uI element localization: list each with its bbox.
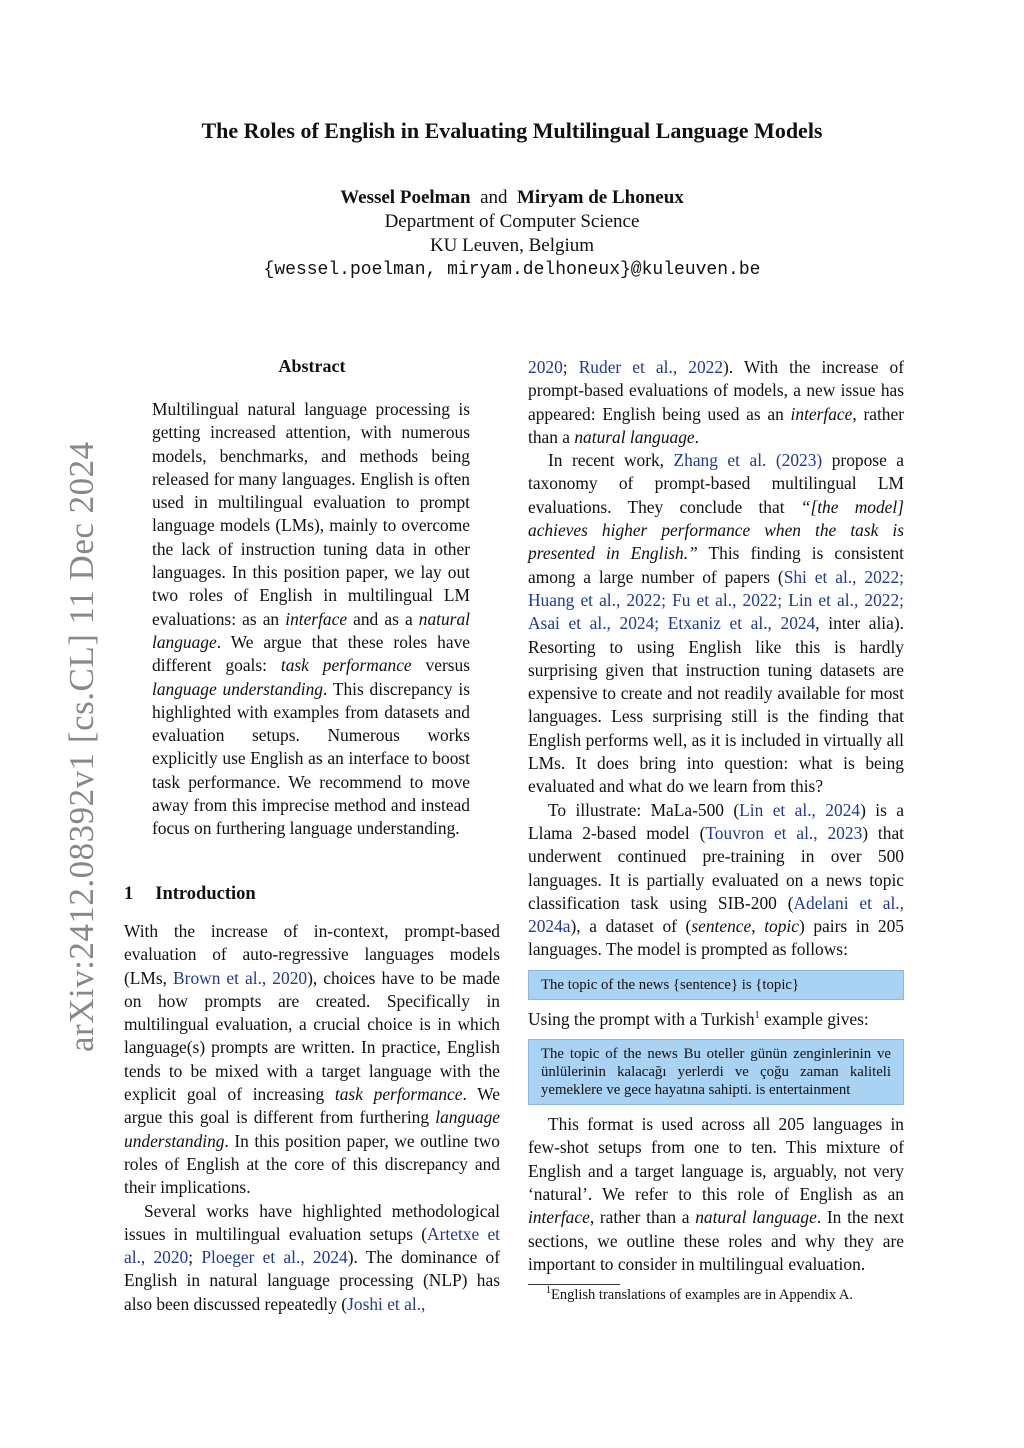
citation-link[interactable]: Adelani et al., 2024a — [528, 892, 905, 937]
citation-link[interactable]: Brown et al., 2020 — [173, 967, 308, 988]
footnote-text: English translations of examples are in Appendix A. — [551, 1287, 854, 1304]
intro-left-column — [124, 920, 500, 1316]
author-name: Wessel Poelman — [340, 187, 471, 208]
section-heading — [124, 884, 278, 905]
intro-paragraph: With the increase of in-context, prompt-based evaluation of auto-regressive languages models (LMs, Brown et al., 2020), choices have to be made on how prompts are created. Specifically in multilingual evaluation, a crucial choice is in which language(s) prompts are written. In practice, English tends to be mixed with a target language with the explicit goal of increasing task performance. We argue this goal is different from furthering language understanding. In this position paper, we outline two roles of English at the core of this discrepancy and their implications. — [124, 921, 501, 1198]
author-email: {wessel.poelman, miryam.delhoneux}@kuleuven.be — [263, 260, 761, 280]
paper-title: The Roles of English in Evaluating Multilingual Language Models — [201, 118, 823, 143]
turkish-example-box: The topic of the news Bu oteller günün zenginlerinin ve ünlülerinin kalacağı yerlerdi ve çoğu zaman kaliteli yemeklere ve gece hayatına sahipti. is entertainment — [528, 1039, 904, 1105]
author-name: Miryam de Lhoneux — [517, 187, 684, 208]
citation-link[interactable]: Ploeger et al., 2024 — [201, 1247, 348, 1268]
abstract-text: Multilingual natural language processing is getting increased attention, with numerous models, benchmarks, and methods being released for many languages. English is often used in multilingual evaluation to prompt language models (LMs), mainly to overcome the lack of instruction tuning data in other languages. In this position paper, we lay out two roles of English in multilingual LM evaluations: as an interface and as a natural language. We argue that these roles have different goals: task performance versus language understanding. This discrepancy is highlighted with examples from datasets and evaluation setups. Numerous works explicitly use English as an interface to boost task performance. We recommend to move away from this imprecise method and instead focus on furthering language understanding. — [152, 399, 470, 839]
intro-paragraph: Using the prompt with a Turkish$^1$ example gives: — [528, 1008, 869, 1029]
author-conjunction: and — [480, 187, 508, 208]
section-number: 1 — [124, 884, 134, 904]
intro-paragraph: This format is used across all 205 languages in few-shot setups from one to ten. This mixture of English and a target language is, arguably, not very ‘natural’. We refer to this role of English as an interface, rather than a natural language. In the next sections, we outline these roles and why they are important to consider in multilingual evaluation. — [528, 1114, 904, 1274]
citation-link[interactable]: Touvron et al., 2023 — [705, 822, 863, 843]
author-department: Department of Computer Science — [384, 211, 640, 232]
citation-link[interactable]: 2020 — [528, 357, 563, 377]
citation-link[interactable]: Lin et al., 2024 — [739, 799, 861, 820]
arxiv-identifier: arXiv:2412.08392v1 [cs.CL] 11 Dec 2024 — [62, 441, 101, 1052]
section-title: Introduction — [155, 884, 256, 904]
footnote: $^1$English translations of examples are in Appendix A. — [546, 1285, 854, 1304]
prompt-template-box: The topic of the news {sentence} is {topic} — [528, 970, 904, 1000]
citation-link[interactable]: Ruder et al., 2022 — [578, 357, 724, 377]
intro-paragraph: 2020; Ruder et al., 2022). With the increase of prompt-based evaluations of models, a new issue has appeared: English being used as an interface, rather than a natural language. — [528, 357, 904, 447]
citation-link[interactable]: Zhang et al. (2023) — [673, 450, 823, 471]
citation-link[interactable]: Joshi et al., — [347, 1293, 426, 1314]
intro-paragraph: Several works have highlighted methodological issues in multilingual evaluation setups (Artetxe et al., 2020; Ploeger et al., 2024). The dominance of English in natural language processing (NLP) has also been discussed repeatedly (Joshi et al., — [124, 1200, 500, 1314]
right-column — [528, 356, 904, 1305]
abstract-heading: Abstract — [278, 356, 346, 376]
intro-paragraph: In recent work, Zhang et al. (2023) propose a taxonomy of prompt-based multilingual LM evaluations. They conclude that “[the model] achieves higher performance when the task is presented in English.” This finding is consistent among a large number of papers (Shi et al., 2022; Huang et al., 2022; Fu et al., 2022; Lin et al., 2022; Asai et al., 2024; Etxaniz et al., 2024, inter alia). Resorting to using English like this is hardly surprising given that instruction tuning datasets are expensive to create and not readily available for most languages. Less surprising still is the finding that English performs well, as it is included in virtually all LMs. It does bring into question: what is being evaluated and what do we learn from this? — [528, 450, 904, 797]
author-university: KU Leuven, Belgium — [429, 235, 595, 256]
intro-paragraph: To illustrate: MaLa-500 (Lin et al., 2024) is a Llama 2-based model (Touvron et al., 2023) that underwent continued pre-training in over 500 languages. It is partially evaluated on a news topic classification task using SIB-200 (Adelani et al., 2024a), a dataset of (sentence, topic) pairs in 205 languages. The model is prompted as follows: — [528, 799, 905, 960]
citation-link[interactable]: Artetxe et al., 2020 — [124, 1223, 500, 1268]
citation-link[interactable]: Shi et al., 2022; Huang et al., 2022; Fu et al., 2022; Lin et al., 2022; Asai et al., 2024; Etxaniz et al., 2024 — [528, 566, 904, 634]
author-block — [0, 186, 1024, 282]
